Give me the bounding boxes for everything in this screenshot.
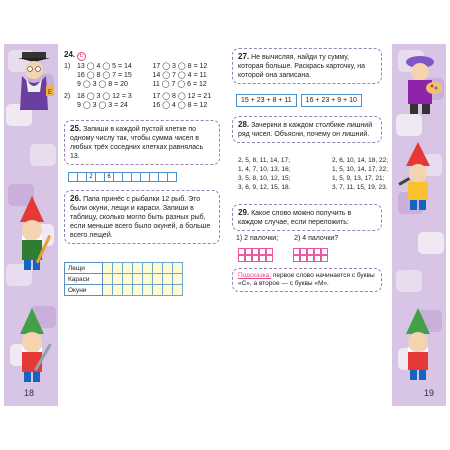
cell[interactable] — [167, 172, 177, 182]
right-page — [226, 44, 446, 406]
number-row[interactable]: 3, 6, 9, 12, 15, 18. — [238, 184, 291, 191]
cell[interactable]: 2 — [86, 172, 96, 182]
task-27 — [232, 48, 382, 84]
option-2: 2) 4 палочки? — [294, 235, 339, 242]
table-row — [65, 263, 183, 274]
sum-cards — [236, 94, 362, 107]
task-24 — [64, 50, 224, 110]
equation[interactable]: 17 ◯ 8 ◯ 12 = 21 — [152, 93, 212, 100]
task-text: Зачеркни в каждом столбике лишний ряд чисел. Объясни, почему он лишний. — [238, 122, 373, 138]
stick-puzzle-2[interactable] — [293, 248, 328, 262]
table-row — [65, 274, 183, 285]
row-label: Лещи — [65, 263, 103, 274]
number-row[interactable]: 3, 5, 8, 10, 12, 15; — [238, 175, 291, 182]
task-26 — [64, 190, 220, 244]
task-number: 27. — [238, 52, 250, 61]
number-row[interactable]: 2, 5, 8, 11, 14, 17; — [238, 157, 290, 164]
number-row[interactable]: 3, 7, 11, 15, 19, 23. — [331, 184, 388, 191]
hint-text: первое слово начинается с буквы «С», а второе — с буквы «М». — [238, 272, 375, 287]
number-row[interactable]: 2, 6, 10, 14, 18, 22; — [331, 157, 388, 164]
cell[interactable]: 6 — [104, 172, 114, 182]
right-content — [226, 44, 392, 406]
stick-puzzle-1[interactable] — [238, 248, 273, 262]
equation[interactable]: 11 ◯ 7 ◯ 6 = 12 — [152, 81, 207, 88]
task-number: 28. — [238, 120, 250, 129]
task-text: Не вычисляя, найди ту сумму, которая больше. Раскрась карточку, на которой она записана. — [238, 54, 366, 79]
difficulty-badge: Е — [77, 52, 86, 61]
page-number: 18 — [24, 388, 35, 398]
task-25 — [64, 120, 220, 165]
answer-cells — [68, 172, 176, 182]
svg-text:Е: Е — [48, 90, 53, 96]
sum-card[interactable]: 15 + 23 + 8 + 11 — [236, 94, 297, 107]
row-label-1: 1) — [64, 63, 71, 70]
task-text: Папа принёс с рыбалки 12 рыб. Это были окуни, лещи и караси. Запиши в таблицу, сколько могло быть разных рыб, если меньше всего было окуней, а больше всего лещей. — [70, 196, 211, 239]
table-row — [65, 285, 183, 296]
gnome-illustration — [394, 306, 444, 382]
number-rows — [238, 156, 388, 192]
stick-options — [236, 234, 386, 243]
row-label-2: 2) — [64, 93, 71, 100]
task-number: 29. — [238, 208, 250, 217]
equation[interactable]: 9 ◯ 3 ◯ 3 = 24 — [77, 102, 128, 109]
row-label: Караси — [65, 274, 103, 285]
task-text: Какое слово можно получить в каждом случае, если переложить: — [238, 210, 352, 226]
task-number: 24. — [64, 50, 76, 59]
painter-illustration — [394, 48, 444, 116]
task-29 — [232, 204, 382, 231]
left-content — [58, 44, 224, 406]
task-text: Запиши в каждой пустой клетке по одному числу так, чтобы сумма чисел в любых трёх соседних клетках равнялась 13. — [70, 126, 204, 160]
number-row[interactable]: 1, 5, 9, 13, 17, 21; — [331, 175, 385, 182]
equation[interactable]: 14 ◯ 7 ◯ 4 = 11 — [152, 72, 207, 79]
hint-label: Подсказка: — [238, 272, 272, 279]
sum-card[interactable]: 16 + 23 + 9 + 10 — [301, 94, 362, 107]
stick-puzzles — [238, 248, 328, 262]
equation[interactable]: 17 ◯ 3 ◯ 8 = 12 — [152, 63, 208, 70]
task-28 — [232, 116, 382, 143]
row-label: Окуни — [65, 285, 103, 296]
gnome-illustration — [8, 306, 58, 386]
equation[interactable]: 13 ◯ 4 ◯ 5 = 14 — [77, 63, 132, 70]
task-number: 25. — [70, 124, 82, 133]
equation[interactable]: 18 ◯ 3 ◯ 12 = 3 — [77, 93, 132, 100]
left-page — [4, 44, 224, 406]
number-row[interactable]: 1, 4, 7, 10, 13, 16; — [238, 166, 291, 173]
hint-box — [232, 268, 382, 292]
gnome-illustration — [8, 194, 58, 274]
task-number: 26. — [70, 194, 82, 203]
number-row[interactable]: 1, 5, 10, 14, 17, 22; — [331, 166, 388, 173]
professor-illustration — [12, 50, 60, 118]
equation[interactable]: 16 ◯ 8 ◯ 7 = 15 — [77, 72, 132, 79]
gnome-illustration — [394, 140, 444, 212]
equation[interactable]: 16 ◯ 4 ◯ 8 = 12 — [152, 102, 208, 109]
page-number: 19 — [423, 388, 434, 398]
fish-table — [64, 262, 183, 296]
equation[interactable]: 9 ◯ 3 ◯ 8 = 20 — [77, 81, 128, 88]
option-1: 1) 2 палочки; — [236, 235, 279, 242]
